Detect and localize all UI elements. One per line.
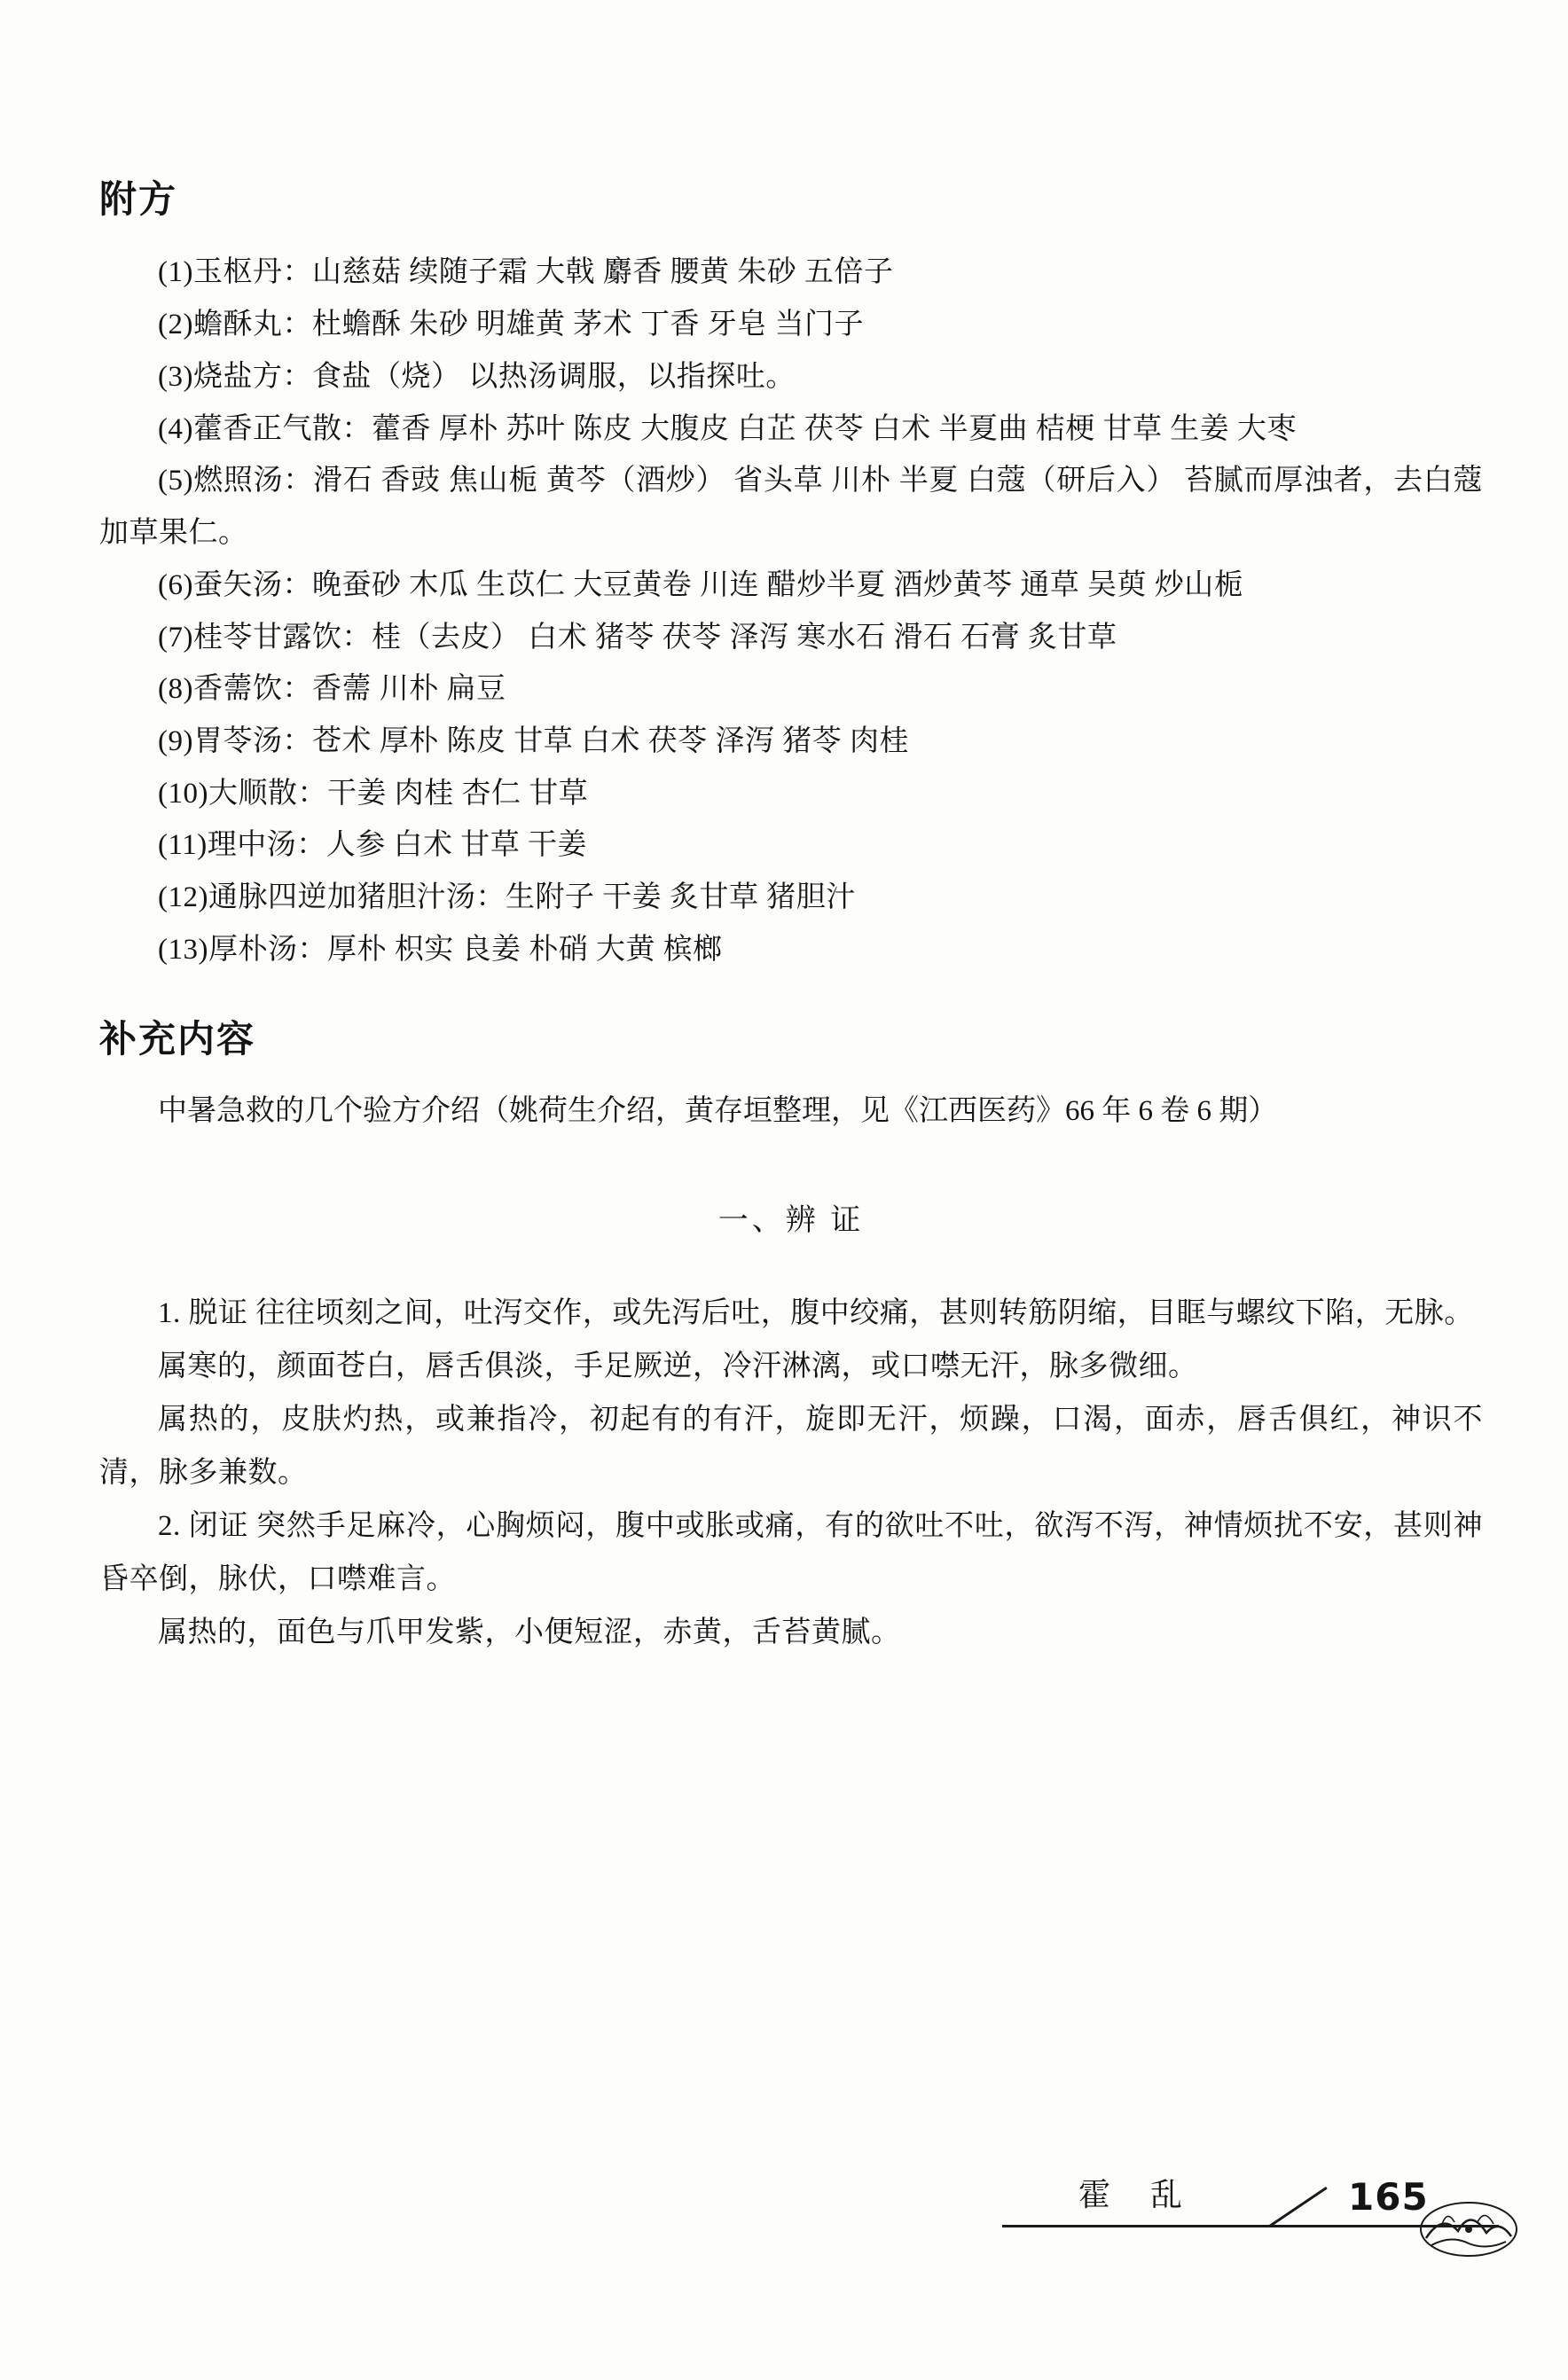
supplement-intro: 中暑急救的几个验方介绍（姚荷生介绍，黄存垣整理，见《江西医药》66 年 6 卷 6 期） [158,1095,1278,1128]
formula-item: (9)胃苓汤：苍术 厚朴 陈皮 甘草 白术 茯苓 泽泻 猪苓 肉桂 [158,725,909,757]
body-paragraph: 属热的，面色与爪甲发紫，小便短涩，赤黄，舌苔黄腻。 [158,1617,901,1649]
footer-chapter-label: 霍 乱 [1078,2177,1199,2212]
supplement-title: 补充内容 [99,1016,256,1061]
subsection-heading: 一、辨 证 [717,1204,865,1238]
body-paragraph: 2. 闭证 突然手足麻冷，心胸烦闷，腹中或胀或痛，有的欲吐不吐，欲泻不泻，神情烦扰不安，甚则神昏卒倒，脉伏，口噤难言。 [99,1510,1483,1596]
body-paragraph: 属寒的，颜面苍白，唇舌俱淡，手足厥逆，冷汗淋漓，或口噤无汗，脉多微细。 [158,1350,1198,1383]
footer-divider-diagonal [1268,2187,1327,2227]
page-content [99,177,1483,1659]
formula-item: (11)理中汤：人参 白术 甘草 干姜 [158,829,588,862]
formula-item: (5)燃照汤：滑石 香豉 焦山栀 黄芩（酒炒） 省头草 川朴 半夏 白蔻（研后入） 苔腻而厚浊者，去白蔻加草果仁。 [99,465,1483,550]
decorative-emblem-icon [1415,2188,1522,2261]
formula-item: (1)玉枢丹：山慈菇 续随子霜 大戟 麝香 腰黄 朱砂 五倍子 [158,256,894,289]
formula-item: (12)通脉四逆加猪胆汁汤：生附子 干姜 炙甘草 猪胆汁 [158,881,856,914]
formula-item: (13)厚朴汤：厚朴 枳实 良姜 朴硝 大黄 槟榔 [158,933,723,966]
body-paragraph: 属热的，皮肤灼热，或兼指冷，初起有的有汗，旋即无汗，烦躁，口渴，面赤，唇舌俱红，神识不清，脉多兼数。 [99,1404,1483,1490]
formula-item: (10)大顺散：干姜 肉桂 杏仁 甘草 [158,777,589,810]
formula-item: (7)桂苓甘露饮：桂（去皮） 白术 猪苓 茯苓 泽泻 寒水石 滑石 石膏 炙甘草 [158,621,1117,654]
page-number: 165 [1348,2175,1429,2219]
formula-item: (8)香薷饮：香薷 川朴 扁豆 [158,673,506,706]
formula-item: (2)蟾酥丸：杜蟾酥 朱砂 明雄黄 茅术 丁香 牙皂 当门子 [158,309,864,341]
body-paragraph: 1. 脱证 往往顷刻之间，吐泻交作，或先泻后吐，腹中绞痛，甚则转筋阴缩，目眶与螺纹下陷，无脉。 [158,1297,1474,1330]
page-footer [0,2175,1568,2284]
formula-item: (6)蚕矢汤：晚蚕砂 木瓜 生苡仁 大豆黄卷 川连 醋炒半夏 酒炒黄芩 通草 吴萸 炒山栀 [158,568,1244,601]
formula-item: (3)烧盐方：食盐（烧） 以热汤调服，以指探吐。 [158,360,796,393]
formula-item: (4)藿香正气散：藿香 厚朴 苏叶 陈皮 大腹皮 白芷 茯苓 白术 半夏曲 桔梗 甘草 生姜 大枣 [158,412,1297,445]
page-title: 附方 [99,177,178,221]
